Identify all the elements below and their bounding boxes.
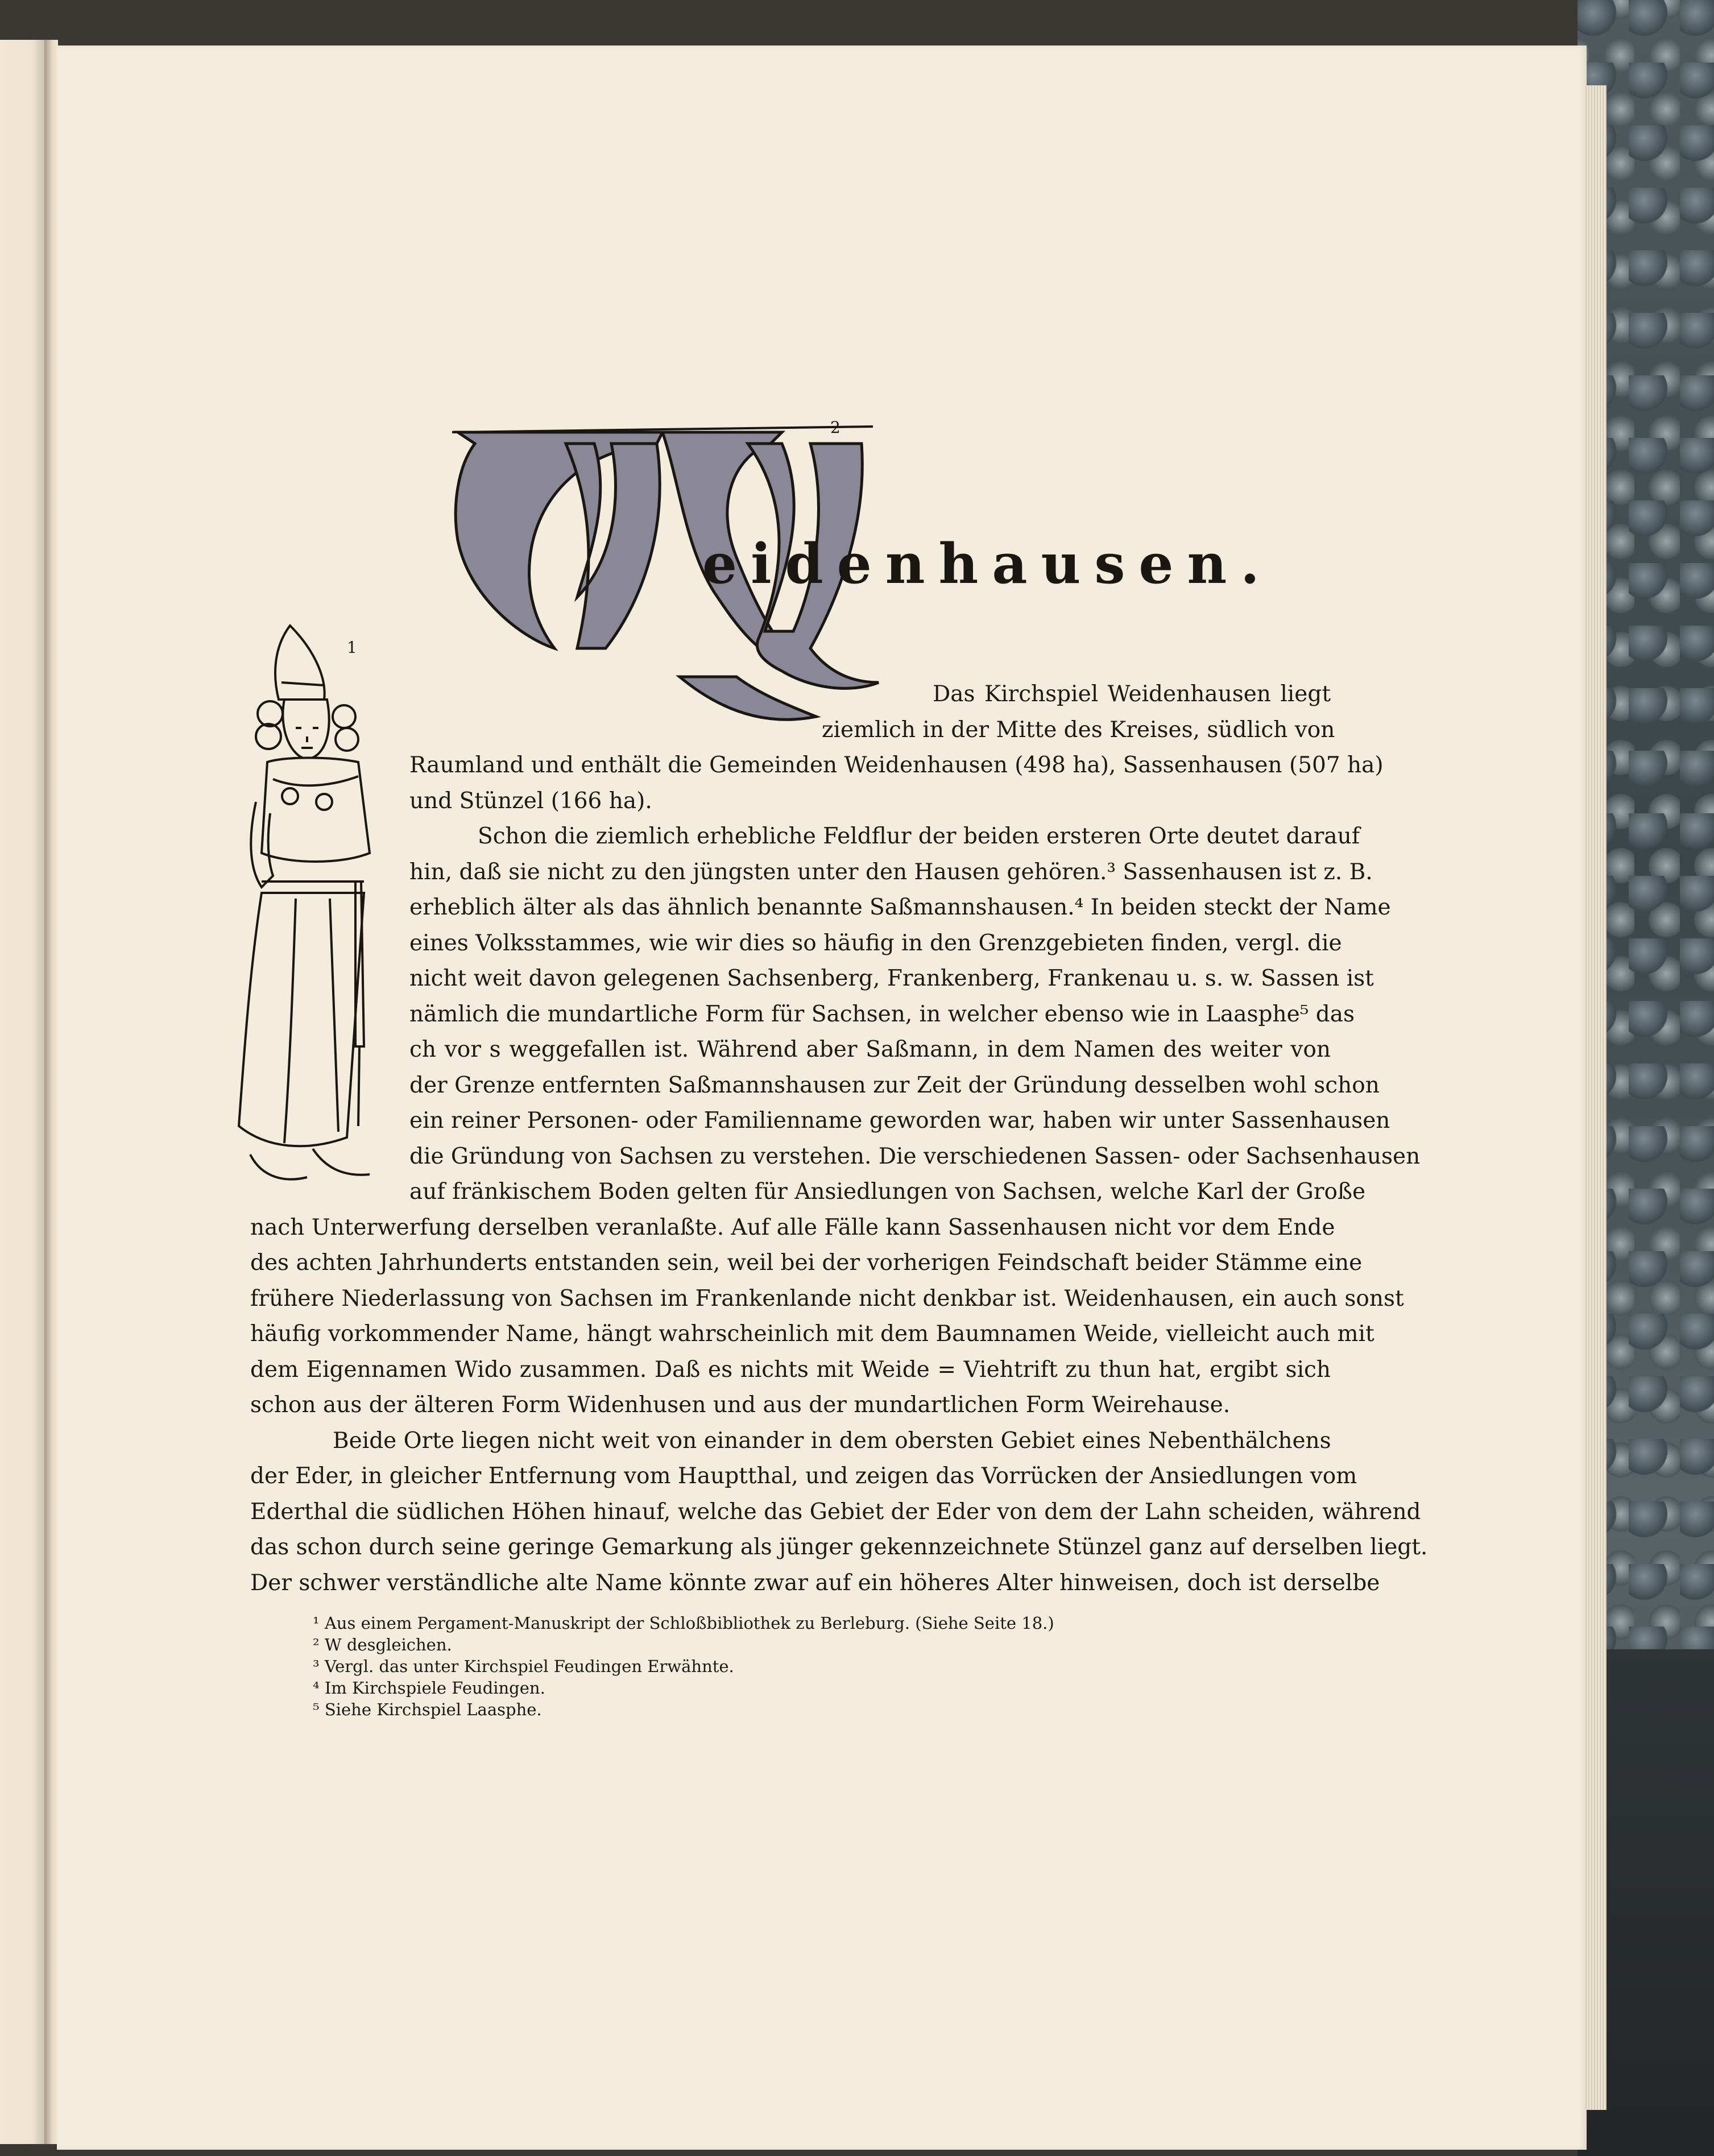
body-line: häufig vorkommender Name, hängt wahrscheinlich mit dem Baumnamen Weide, vielleicht auch mit	[250, 1321, 1374, 1347]
body-line: ch vor s weggefallen ist. Während aber Saßmann, in dem Namen des weiter von	[409, 1037, 1331, 1062]
body-line: der Grenze entfernten Saßmannshausen zur Zeit der Gründung desselben wohl schon	[409, 1072, 1380, 1098]
body-line: Raumland und enthält die Gemeinden Weidenhausen (498 ha), Sassenhausen (507 ha)	[409, 752, 1384, 778]
body-line: hin, daß sie nicht zu den jüngsten unter den Hausen gehören.³ Sassenhausen ist z. B.	[409, 859, 1373, 885]
left-page-edge	[0, 40, 45, 2144]
body-line: auf fränkischem Boden gelten für Ansiedlungen von Sachsen, welche Karl der Große	[409, 1179, 1366, 1205]
footnote: ¹ Aus einem Pergament-Manuskript der Schloßbibliothek zu Berleburg. (Siehe Seite 18.)	[313, 1613, 1054, 1633]
body-line: ziemlich in der Mitte des Kreises, südlich von	[822, 717, 1335, 743]
body-line: erheblich älter als das ähnlich benannte Saßmannshausen.⁴ In beiden steckt der Name	[409, 895, 1391, 920]
body-line: nicht weit davon gelegenen Sachsenberg, Frankenberg, Frankenau u. s. w. Sassen ist	[409, 966, 1374, 991]
title-text: eidenhausen.	[702, 532, 1273, 596]
body-line: Schon die ziemlich erhebliche Feldflur der beiden ersteren Orte deutet darauf	[478, 823, 1360, 849]
page-stack-edge	[1584, 85, 1607, 2110]
body-line: Beide Orte liegen nicht weit von einander in dem obersten Gebiet eines Nebenthälchens	[333, 1427, 1331, 1454]
body-line: dem Eigennamen Wido zusammen. Daß es nichts mit Weide = Viehtrift zu thun hat, ergibt sich	[250, 1356, 1331, 1383]
body-line: nach Unterwerfung derselben veranlaßte. Auf alle Fälle kann Sassenhausen nicht vor dem Ende	[250, 1214, 1335, 1240]
body-line: schon aus der älteren Form Widenhusen und aus der mundartlichen Form Weirehause.	[250, 1392, 1231, 1418]
body-line: und Stünzel (166 ha).	[409, 788, 652, 814]
body-line: das schon durch seine geringe Gemarkung als jünger gekennzeichnete Stünzel ganz auf derselben liegt.	[250, 1534, 1428, 1560]
footnote: ⁵ Siehe Kirchspiel Laasphe.	[313, 1700, 542, 1719]
body-line: die Gründung von Sachsen zu verstehen. Die verschiedenen Sassen- oder Sachsenhausen	[409, 1143, 1421, 1169]
body-text	[250, 677, 1428, 1601]
footnote: ³ Vergl. das unter Kirchspiel Feudingen Erwähnte.	[313, 1657, 734, 1676]
footnotes	[313, 1612, 1223, 1720]
body-line: Der schwer verständliche alte Name könnte zwar auf ein höheres Alter hinweisen, doch ist derselbe	[250, 1570, 1380, 1596]
body-line: der Eder, in gleicher Entfernung vom Hauptthal, und zeigen das Vorrücken der Ansiedlungen vom	[250, 1463, 1357, 1489]
body-line: Ederthal die südlichen Höhen hinauf, welche das Gebiet der Eder von dem der Lahn scheiden, während	[250, 1499, 1421, 1525]
body-line: frühere Niederlassung von Sachsen im Frankenlande nicht denkbar ist. Weidenhausen, ein auch sonst	[250, 1285, 1404, 1311]
footnote: ⁴ Im Kirchspiele Feudingen.	[313, 1678, 545, 1698]
body-line: ein reiner Personen- oder Familienname geworden war, haben wir unter Sassenhausen	[409, 1108, 1390, 1133]
book-gutter	[44, 40, 58, 2144]
body-line: Das Kirchspiel Weidenhausen liegt	[933, 681, 1331, 707]
footnote: ² W desgleichen.	[313, 1635, 452, 1654]
body-line: eines Volksstammes, wie wir dies so häufig in den Grenzgebieten finden, vergl. die	[409, 930, 1342, 956]
title-footnote-mark: 2	[830, 418, 841, 437]
body-line: des achten Jahrhunderts entstanden sein, weil bei der vorherigen Feindschaft beider Stämme eine	[250, 1250, 1363, 1276]
body-line: nämlich die mundartliche Form für Sachsen, in welcher ebenso wie in Laasphe⁵ das	[409, 1001, 1355, 1027]
figure-footnote-mark: 1	[347, 638, 357, 657]
